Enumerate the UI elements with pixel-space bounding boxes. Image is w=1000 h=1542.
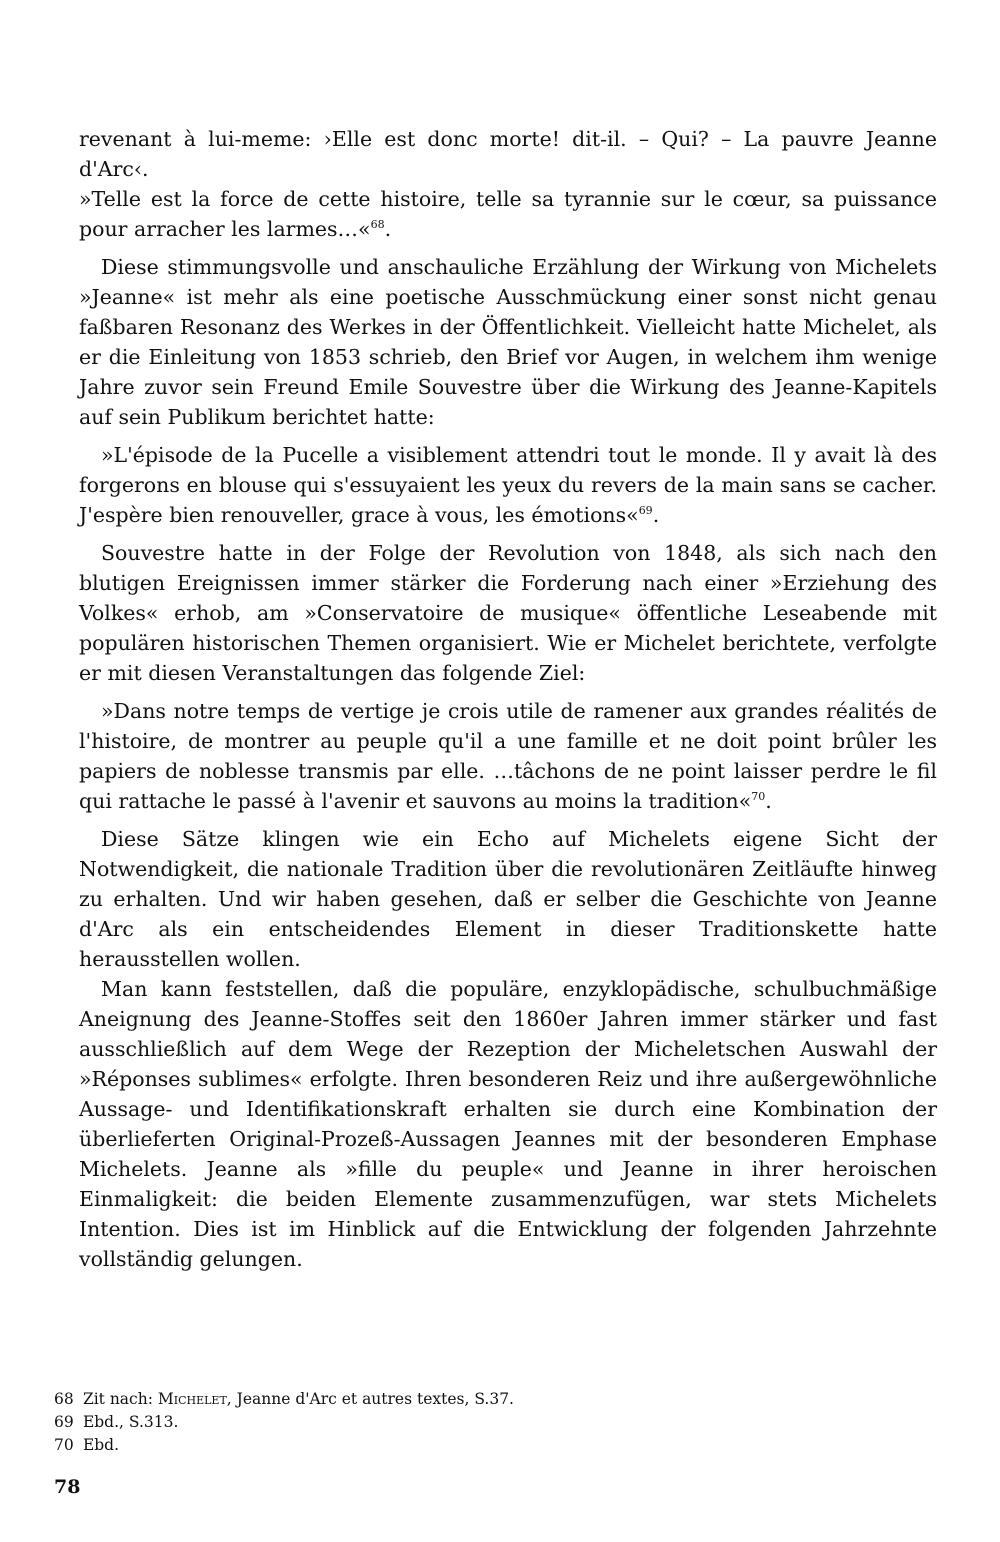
block-quote: »Dans notre temps de vertige je crois utile de ramener aux grandes réalités de l'histoire, de montrer au peuple qu'il a une famille et ne doit point brûler les papiers de noblesse transmis par elle. …tâchons de ne point laisser perdre le fil qui rattache le passé à l'avenir et sauvons au moins la tradition«$^{70}$.	[79, 699, 937, 813]
footnote-text: Ebd.	[82, 1436, 120, 1454]
footnote-ref-68[interactable]: 68	[370, 218, 385, 232]
block-quote-text: »Dans notre temps de vertige je crois utile de ramener aux grandes réalités de l'histoire, de montrer au peuple qu'il a une famille et ne doit point brûler les papiers de noblesse transmis par elle. …tâchons de ne point laisser perdre le fil qui rattache le passé à l'avenir et sauvons au moins la tradition«	[79, 699, 937, 813]
footnote-number: 70	[54, 1436, 74, 1454]
footnote-number: 69	[54, 1413, 74, 1431]
main-text	[79, 124, 937, 1274]
paragraph-continued: revenant à lui-meme: ›Elle est donc morte! dit-il. – Qui? – La pauvre Jeanne d'Arc‹. »Telle est la force de cette histoire, telle sa tyrannie sur le cœur, sa puissance pour arracher les larmes…«$^{68}$.	[79, 127, 937, 241]
footnote-number: 68	[54, 1390, 74, 1408]
quote-line: »Telle est la force de cette histoire, telle sa tyrannie sur le cœur, sa puissance pour arracher les larmes…«	[79, 187, 937, 241]
page-number: 78	[54, 1476, 81, 1498]
footnote-text: , Jeanne d'Arc et autres textes, S.37.	[226, 1390, 514, 1408]
paragraph: Man kann feststellen, daß die populäre, enzyklopädische, schulbuchmäßige Aneignung des Jeanne-Stoffes seit den 1860er Jahren immer stärker und fast ausschließlich auf dem Wege der Rezeption der Micheletschen Auswahl der »Réponses sublimes« erfolgte. Ihren besonderen Reiz und ihre außergewöhnliche Aussage- und Identifikationskraft erhalten sie durch eine Kombination der überlieferten Original-Prozeß-Aussagen Jeannes mit der besonderen Emphase Michelets. Jeanne als »fille du peuple« und Jeanne in ihrer heroischen Einmaligkeit: die beiden Elemente zusammenzufügen, war stets Michelets Intention. Dies ist im Hinblick auf die Entwicklung der folgenden Jahrzehnte vollständig gelungen.	[79, 977, 937, 1271]
block-quote: »L'épisode de la Pucelle a visiblement attendri tout le monde. Il y avait là des forgerons en blouse qui s'essuyaient les yeux du revers de la main sans se cacher. J'espère bien renouveller, grace à vous, les émotions«$^{69}$.	[79, 443, 937, 527]
footnote-ref-70[interactable]: 70	[751, 790, 766, 804]
footnote-author: Michelet	[157, 1390, 227, 1408]
paragraph: Souvestre hatte in der Folge der Revolution von 1848, als sich nach den blutigen Ereignissen immer stärker die Forderung nach einer »Erziehung des Volkes« erhob, am »Conservatoire de musique« öffentliche Leseabende mit populären historischen Themen organisiert. Wie er Michelet berichtete, verfolgte er mit diesen Veranstaltungen das folgende Ziel:	[79, 541, 937, 685]
footnotes	[54, 1388, 854, 1457]
footnote	[54, 1434, 854, 1457]
quote-end-line: revenant à lui-meme: ›Elle est donc morte! dit-il. – Qui? – La pauvre Jeanne d'Arc‹.	[79, 127, 937, 181]
footnote	[54, 1388, 854, 1411]
footnote-text: Ebd., S.313.	[82, 1413, 179, 1431]
block-quote-text: »L'épisode de la Pucelle a visiblement attendri tout le monde. Il y avait là des forgerons en blouse qui s'essuyaient les yeux du revers de la main sans se cacher. J'espère bien renouveller, grace à vous, les émotions«	[79, 443, 937, 527]
paragraph: Diese Sätze klingen wie ein Echo auf Michelets eigene Sicht der Notwendigkeit, die nationale Tradition über die revolutionären Zeitläufte hinweg zu erhalten. Und wir haben gesehen, daß er selber die Geschichte von Jeanne d'Arc als ein entscheidendes Element in dieser Traditionskette hatte herausstellen wollen.	[79, 827, 937, 971]
paragraph: Diese stimmungsvolle und anschauliche Erzählung der Wirkung von Michelets »Jeanne« ist mehr als eine poetische Ausschmückung einer sonst nicht genau faßbaren Resonanz des Werkes in der Öffentlichkeit. Vielleicht hatte Michelet, als er die Einleitung von 1853 schrieb, den Brief vor Augen, in welchem ihm wenige Jahre zuvor sein Freund Emile Souvestre über die Wirkung des Jeanne-Kapitels auf sein Publikum berichtet hatte:	[79, 255, 937, 429]
footnote-ref-69[interactable]: 69	[638, 504, 653, 518]
footnote	[54, 1411, 854, 1434]
footnote-text: Zit nach:	[82, 1390, 158, 1408]
